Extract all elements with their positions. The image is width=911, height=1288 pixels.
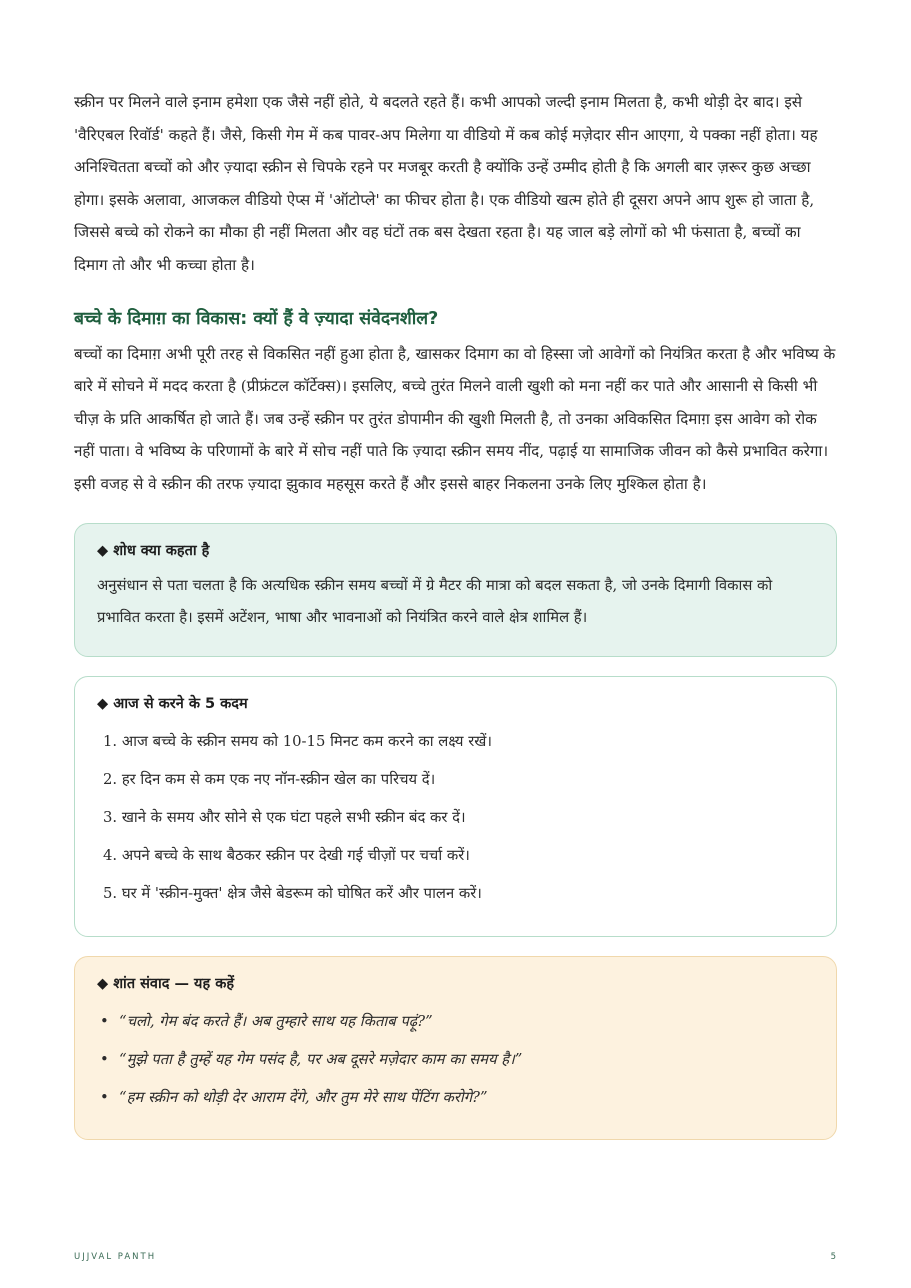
research-callout xyxy=(74,523,837,657)
section-paragraph: बच्चों का दिमाग़ अभी पूरी तरह से विकसित नहीं हुआ होता है, खासकर दिमाग का वो हिस्सा जो आवेगों को नियंत्रित करता है और भविष्य के बारे में सोचने में मदद करता है (प्रीफ्रंटल कॉर्टेक्स)। इसलिए, बच्चे तुरंत मिलने वाली खुशी को मना नहीं कर पाते और आसानी से किसी भी चीज़ के प्रति आकर्षित हो जाते हैं। जब उन्हें स्क्रीन पर तुरंत डोपामीन की खुशी मिलती है, तो उनका अविकसित दिमाग़ इस आवेग को रोक नहीं पाता। वे भविष्य के परिणामों के बारे में सोच नहीं पाते कि ज़्यादा स्क्रीन समय नींद, पढ़ाई या सामाजिक जीवन को कैसे प्रभावित करेगा। इसी वजह से वे स्क्रीन की तरफ ज़्यादा झुकाव महसूस करते हैं और इससे बाहर निकलना उनके लिए मुश्किल होता है। xyxy=(74,344,836,493)
steps-list xyxy=(97,723,814,913)
calm-talk-callout-title: ◆ शांत संवाद — यह कहें xyxy=(97,975,235,992)
research-callout-title: ◆ शोध क्या कहता है xyxy=(97,542,210,559)
page-content xyxy=(74,86,836,1140)
section-heading: बच्चे के दिमाग़ का विकास: क्यों हैं वे ज़्यादा संवेदनशील? xyxy=(74,308,439,329)
talk-item-text: “चलो, गेम बंद करते हैं। अब तुम्हारे साथ यह किताब पढ़ूं?” xyxy=(119,1012,433,1030)
calm-talk-callout xyxy=(74,956,837,1140)
step-item: 4. अपने बच्चे के साथ बैठकर स्क्रीन पर देखी गई चीज़ों पर चर्चा करें। xyxy=(103,846,470,864)
step-item: 1. आज बच्चे के स्क्रीन समय को 10-15 मिनट कम करने का लक्ष्य रखें। xyxy=(103,732,492,750)
steps-callout xyxy=(74,676,837,937)
footer-page-number: 5 xyxy=(830,1252,836,1262)
step-item: 2. हर दिन कम से कम एक नए नॉन-स्क्रीन खेल का परिचय दें। xyxy=(103,770,436,788)
talk-item-text: “मुझे पता है तुम्हें यह गेम पसंद है, पर अब दूसरे मज़ेदार काम का समय है।” xyxy=(119,1050,523,1068)
intro-paragraph: स्क्रीन पर मिलने वाले इनाम हमेशा एक जैसे नहीं होते, ये बदलते रहते हैं। कभी आपको जल्दी इनाम मिलता है, कभी थोड़ी देर बाद। इसे 'वैरिएबल रिवॉर्ड' कहते हैं। जैसे, किसी गेम में कब पावर-अप मिलेगा या वीडियो में कब कोई मज़ेदार सीन आएगा, ये पक्का नहीं होता। यह अनिश्चितता बच्चों को और ज़्यादा स्क्रीन से चिपके रहने पर मजबूर करती है क्योंकि उन्हें उम्मीद होती है कि अगली बार ज़रूर कुछ अच्छा होगा। इसके अलावा, आजकल वीडियो ऐप्स में 'ऑटोप्ले' का फीचर होता है। एक वीडियो खत्म होते ही दूसरा अपने आप शुरू हो जाता है, जिससे बच्चे को रोकने का मौका ही नहीं मिलता और वह घंटों तक बस देखता रहता है। यह जाल बड़े लोगों को भी फंसाता है, बच्चों का दिमाग तो और भी कच्चा होता है। xyxy=(74,93,818,274)
steps-callout-title: ◆ आज से करने के 5 कदम xyxy=(97,695,248,712)
bullet-icon: • xyxy=(100,1050,109,1068)
step-item: 5. घर में 'स्क्रीन-मुक्त' क्षेत्र जैसे बेडरूम को घोषित करें और पालन करें। xyxy=(103,884,482,902)
talk-item xyxy=(97,1079,814,1117)
bullet-icon: • xyxy=(100,1012,109,1030)
research-callout-text: अनुसंधान से पता चलता है कि अत्यधिक स्क्रीन समय बच्चों में ग्रे मैटर की मात्रा को बदल सकता है, जो उनके दिमागी विकास को प्रभावित करता है। इसमें अटेंशन, भाषा और भावनाओं को नियंत्रित करने वाले क्षेत्र शामिल हैं। xyxy=(97,576,773,626)
step-item: 3. खाने के समय और सोने से एक घंटा पहले सभी स्क्रीन बंद कर दें। xyxy=(103,808,466,826)
footer-author: UJJVAL PANTH xyxy=(74,1252,157,1262)
bullet-icon: • xyxy=(100,1088,109,1106)
talk-item xyxy=(97,1041,814,1079)
calm-talk-list xyxy=(97,1003,814,1117)
talk-item xyxy=(97,1003,814,1041)
talk-item-text: “हम स्क्रीन को थोड़ी देर आराम देंगे, और तुम मेरे साथ पेंटिंग करोगे?” xyxy=(119,1088,488,1106)
